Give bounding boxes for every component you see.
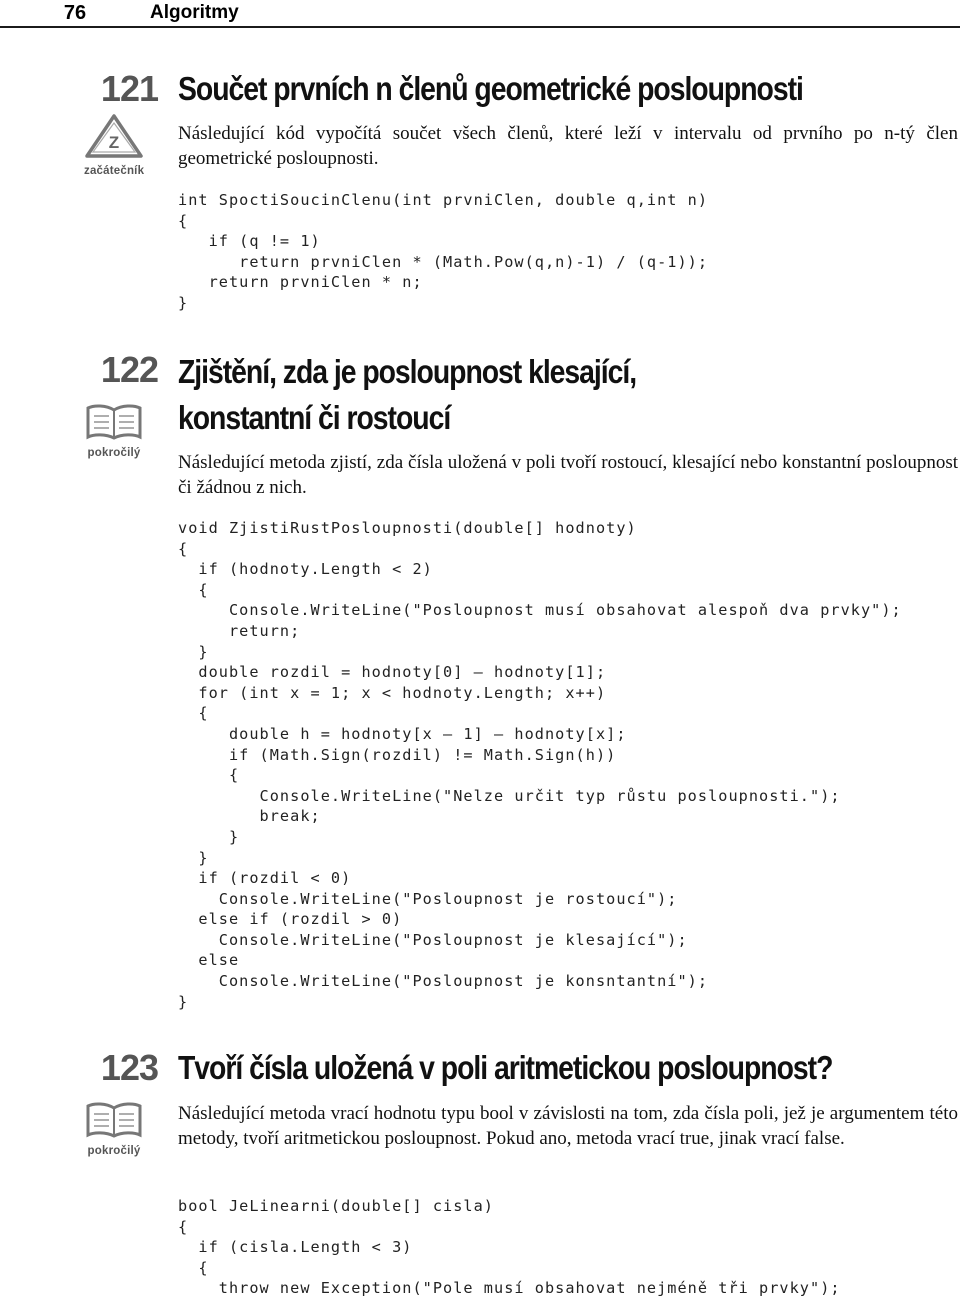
recipe-title — [178, 349, 943, 441]
recipe-number: 123 — [100, 1047, 158, 1088]
code-line: bool JeLinearni(double[] cisla) — [178, 1197, 495, 1215]
code-line: double h = hodnoty[x – 1] – hodnoty[x]; — [178, 724, 627, 743]
code-line: for (int x = 1; x < hodnoty.Length; x++) — [178, 683, 607, 702]
title-line: Zjištění, zda je posloupnost klesající, — [178, 353, 637, 390]
recipe-description: Následující metoda zjistí, zda čísla uložená v poli tvoří rostoucí, klesající nebo konstantní posloupnost či žádnou z nich. — [178, 452, 958, 498]
code-line: break; — [178, 807, 321, 826]
title-line: Tvoří čísla uložená v poli aritmetickou posloupnost? — [178, 1049, 833, 1086]
open-book-icon — [84, 404, 144, 440]
code-line: { — [178, 1217, 189, 1236]
recipe-description: Následující kód vypočítá součet všech členů, které leží v intervalu od prvního po n-tý člen geometrické posloupnosti. — [178, 123, 958, 169]
code-line: return prvniClen * n; — [178, 273, 423, 292]
code-line: Console.WriteLine("Posloupnost je klesající"); — [178, 930, 688, 949]
recipe-number: 122 — [100, 349, 158, 390]
code-line: Console.WriteLine("Posloupnost je rostoucí"); — [178, 889, 678, 908]
code-block — [178, 190, 958, 314]
code-line: else if (rozdil > 0) — [178, 910, 403, 929]
level-badge-advanced — [84, 404, 144, 459]
code-line: } — [178, 642, 209, 661]
header-rule — [0, 26, 960, 28]
page-header — [0, 0, 960, 26]
code-line: } — [178, 992, 189, 1011]
code-line: if (q != 1) — [178, 232, 321, 251]
title-line: Součet prvních n členů geometrické posloupnosti — [178, 70, 803, 107]
code-line: if (cisla.Length < 3) — [178, 1238, 413, 1257]
code-line: if (rozdil < 0) — [178, 869, 352, 888]
code-line: { — [178, 211, 189, 230]
code-line: throw new Exception("Pole musí obsahovat nejméně tři prvky"); — [178, 1279, 841, 1298]
code-line: } — [178, 293, 189, 312]
level-label: pokročilý — [87, 1145, 141, 1157]
recipe-description: Následující metoda vrací hodnotu typu bool v závislosti na tom, zda čísla poli, jež je argumentem této metody, tvoří aritmetickou posloupnost. Pokud ano, metoda vrací true, jinak vrací false. — [178, 1103, 958, 1149]
page-number: 76 — [63, 1, 87, 24]
level-badge-advanced — [84, 1102, 144, 1157]
code-line: if (Math.Sign(rozdil) != Math.Sign(h)) — [178, 745, 617, 764]
open-book-icon — [84, 1102, 144, 1138]
code-line: Console.WriteLine("Posloupnost je konsntantní"); — [178, 972, 709, 991]
code-line: Console.WriteLine("Posloupnost musí obsahovat alespoň dva prvky"); — [178, 601, 902, 620]
recipe-title — [178, 66, 943, 112]
level-badge-beginner — [84, 114, 144, 177]
code-line: else — [178, 951, 240, 970]
code-line: { — [178, 580, 209, 599]
recipe-title — [178, 1045, 943, 1091]
level-label: začátečník — [84, 165, 145, 177]
code-line: return prvniClen * (Math.Pow(q,n)-1) / (q-1)); — [178, 252, 709, 271]
code-line: void ZjistiRustPosloupnosti(double[] hodnoty) — [178, 519, 637, 537]
code-line: Console.WriteLine("Nelze určit typ růstu posloupnosti."); — [178, 786, 841, 805]
level-label: pokročilý — [87, 447, 141, 459]
code-line: return; — [178, 621, 301, 640]
svg-text:Z: Z — [108, 133, 120, 152]
code-line: } — [178, 848, 209, 867]
title-line: konstantní či rostoucí — [178, 399, 451, 436]
code-line: double rozdil = hodnoty[0] – hodnoty[1]; — [178, 663, 607, 682]
code-block — [178, 1196, 958, 1299]
code-line: { — [178, 539, 189, 558]
code-line: { — [178, 704, 209, 723]
recipe-number: 121 — [100, 68, 158, 109]
code-line: int SpoctiSoucinClenu(int prvniClen, double q,int n) — [178, 191, 709, 209]
code-line: } — [178, 827, 240, 846]
code-block — [178, 518, 958, 1012]
code-line: if (hodnoty.Length < 2) — [178, 560, 433, 579]
running-title: Algoritmy — [150, 2, 239, 23]
triangle-z-icon — [84, 114, 144, 158]
code-line: { — [178, 766, 240, 785]
code-line: { — [178, 1258, 209, 1277]
